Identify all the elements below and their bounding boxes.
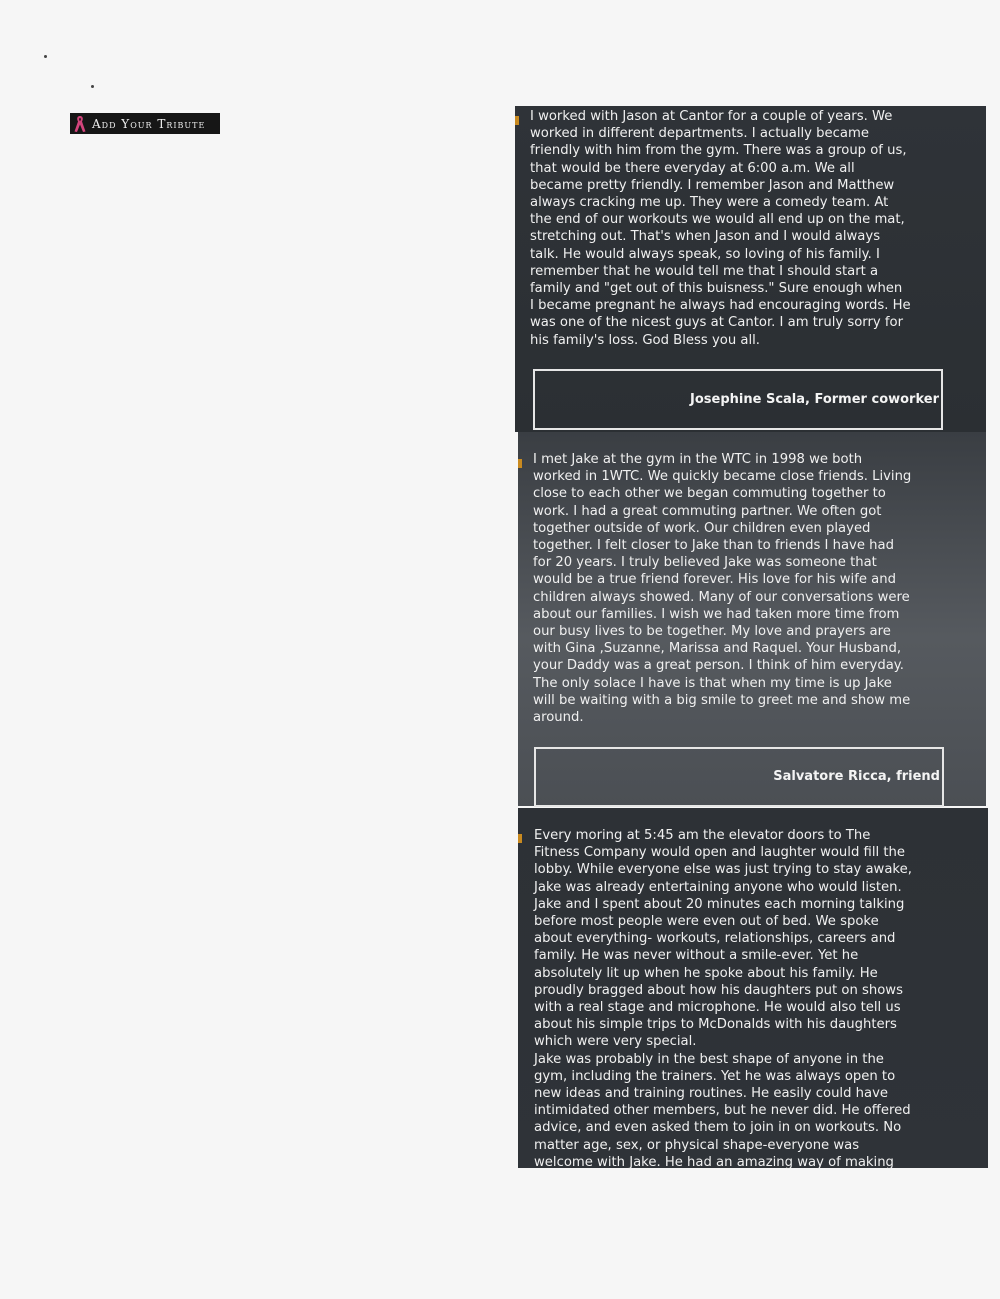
tribute-card	[515, 106, 986, 432]
tribute-signature: Josephine Scala, Former coworker	[533, 369, 943, 430]
add-your-tribute-label: Add Your Tribute	[92, 116, 206, 131]
tribute-card	[518, 432, 986, 806]
bullet-marker	[515, 116, 519, 125]
tribute-signature: Salvatore Ricca, friend	[534, 747, 944, 807]
tribute-text: Every moring at 5:45 am the elevator doors to The Fitness Company would open and laughter would fill the lobby. While everyone else was just trying to stay awake, Jake was already entertaining anyone who would listen. Jake and I spent about 20 minutes each morning talking before most people were even out of bed. We spoke about everything- workouts, relationships, careers and family. He was never without a smile-ever. Yet he absolutely lit up when he spoke about his family. He proudly bragged about how his daughters put on shows with a real stage and microphone. He would also tell us about his simple trips to McDonalds with his daughters which were very special. Jake was probably in the best shape of anyone in the gym, including the trainers. Yet he was always open to new ideas and training routines. He easily could have intimidated other members, but he never did. He offered advice, and even asked them to join in on workouts. No matter age, sex, or physical shape-everyone was welcome with Jake. He had an amazing way of making	[534, 828, 912, 1170]
tribute-text: I met Jake at the gym in the WTC in 1998 we both worked in 1WTC. We quickly became close friends. Living close to each other we began commuting together to work. I had a great commuting partner. We often got together outside of work. Our children even played together. I felt closer to Jake than to friends I have had for 20 years. I truly believed Jake was someone that would be a true friend forever. His love for his wife and children always showed. Many of our conversations were about our families. I wish we had taken more time from our busy lives to be together. My love and prayers are with Gina ,Suzanne, Marissa and Raquel. Your Husband, your Daddy was a great person. I think of him everyday. The only solace I have is that when my time is up Jake will be waiting with a big smile to greet me and show me around.	[533, 452, 912, 726]
tribute-text: I worked with Jason at Cantor for a couple of years. We worked in different departments. I actually became friendly with him from the gym. There was a group of us, that would be there everyday at 6:00 a.m. We all became pretty friendly. I remember Jason and Matthew always cracking me up. They were a comedy team. At the end of our workouts we would all end up on the mat, stretching out. That's when Jason and I would always talk. He would always speak, so loving of his family. I remember that he would tell me that I should start a family and "get out of this buisness." Sure enough when I became pregnant he always had encouraging words. He was one of the nicest guys at Cantor. I am truly sorry for his family's loss. God Bless you all.	[530, 109, 911, 348]
bullet-marker	[518, 834, 522, 843]
add-your-tribute-button[interactable]	[70, 113, 220, 134]
tribute-card	[518, 808, 988, 1168]
scan-speck	[91, 85, 94, 88]
bullet-marker	[518, 459, 522, 468]
scan-speck	[44, 55, 47, 58]
awareness-ribbon-icon	[73, 115, 87, 133]
